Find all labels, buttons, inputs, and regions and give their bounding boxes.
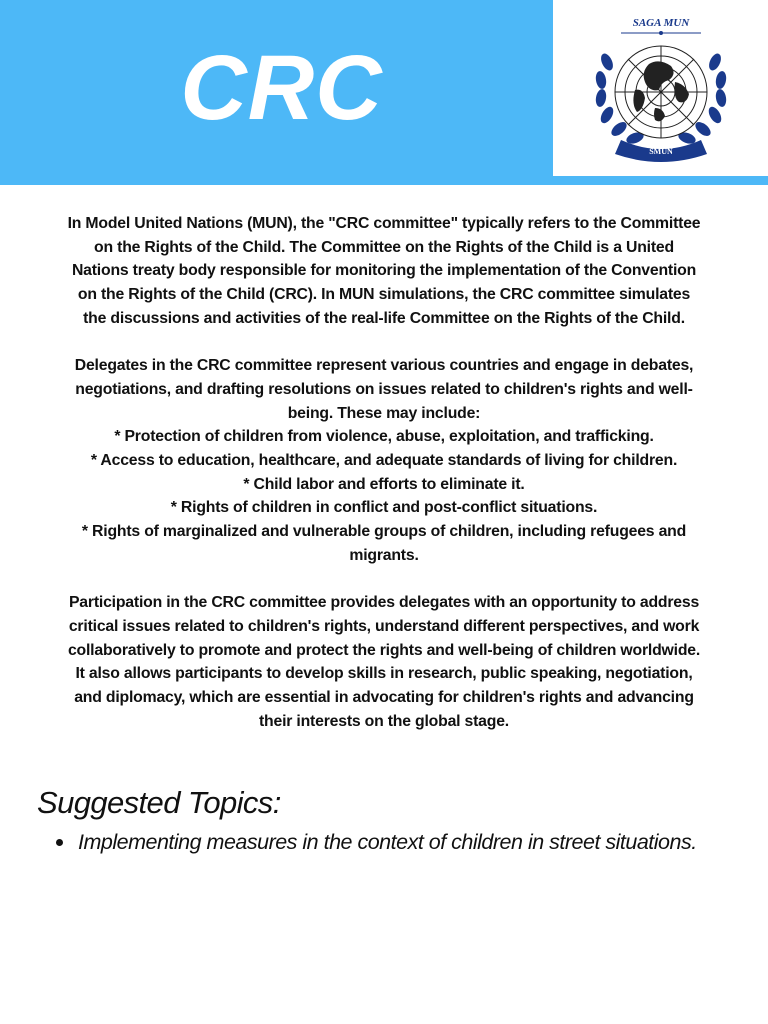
- paragraph-delegates: [40, 354, 728, 567]
- header-stripe: [0, 176, 768, 185]
- text-line: on the Rights of the Child. The Committee on the Rights of the Child is a United: [94, 238, 674, 256]
- text-line: Participation in the CRC committee provides delegates with an opportunity to address: [68, 594, 700, 612]
- paragraph-participation: [40, 591, 728, 733]
- text-line: the discussions and activities of the real-life Committee on the Rights of the Child.: [83, 309, 685, 327]
- suggested-topics-list: [56, 828, 756, 856]
- text-line: * Rights of marginalized and vulnerable groups of children, including refugees and: [81, 523, 687, 541]
- topic-text: Implementing measures in the context of children in street situations.: [78, 830, 697, 854]
- text-line: critical issues related to children's rights, understand different perspectives, and work: [68, 617, 700, 635]
- text-line: * Protection of children from violence, abuse, exploitation, and trafficking.: [114, 428, 654, 446]
- text-line: Nations treaty body responsible for monitoring the implementation of the Convention: [71, 262, 697, 280]
- paragraph-intro: [40, 212, 728, 331]
- page-title: CRC: [180, 37, 383, 139]
- text-line: and diplomacy, which are essential in advocating for children's rights and advancing: [74, 689, 694, 707]
- committee-description: [40, 212, 728, 733]
- logo: [553, 0, 768, 176]
- text-line: collaboratively to promote and protect the rights and well-being of children worldwide.: [67, 641, 701, 659]
- text-line: In Model United Nations (MUN), the "CRC committee" typically refers to the Committee: [67, 215, 701, 232]
- list-item: [56, 828, 756, 856]
- logo-ribbon-text: SMUN: [649, 147, 673, 156]
- text-line: * Access to education, healthcare, and adequate standards of living for children.: [90, 452, 678, 470]
- text-line: being. These may include:: [287, 404, 481, 422]
- un-emblem-icon: [591, 12, 731, 162]
- text-line: It also allows participants to develop skills in research, public speaking, negotiation,: [75, 665, 693, 683]
- bullet-icon: [56, 839, 63, 846]
- text-line: * Rights of children in conflict and post-conflict situations.: [170, 499, 598, 517]
- text-line: Delegates in the CRC committee represent various countries and engage in debates,: [74, 357, 694, 375]
- text-line: * Child labor and efforts to eliminate it.: [243, 475, 525, 493]
- text-line: migrants.: [349, 546, 419, 564]
- text-line: on the Rights of the Child (CRC). In MUN simulations, the CRC committee simulates: [77, 286, 691, 304]
- logo-top-text: SAGA MUN: [632, 17, 690, 29]
- suggested-topics-heading: Suggested Topics:: [37, 785, 281, 820]
- text-line: their interests on the global stage.: [259, 712, 509, 730]
- text-line: negotiations, and drafting resolutions on issues related to children's rights and well-: [75, 380, 693, 398]
